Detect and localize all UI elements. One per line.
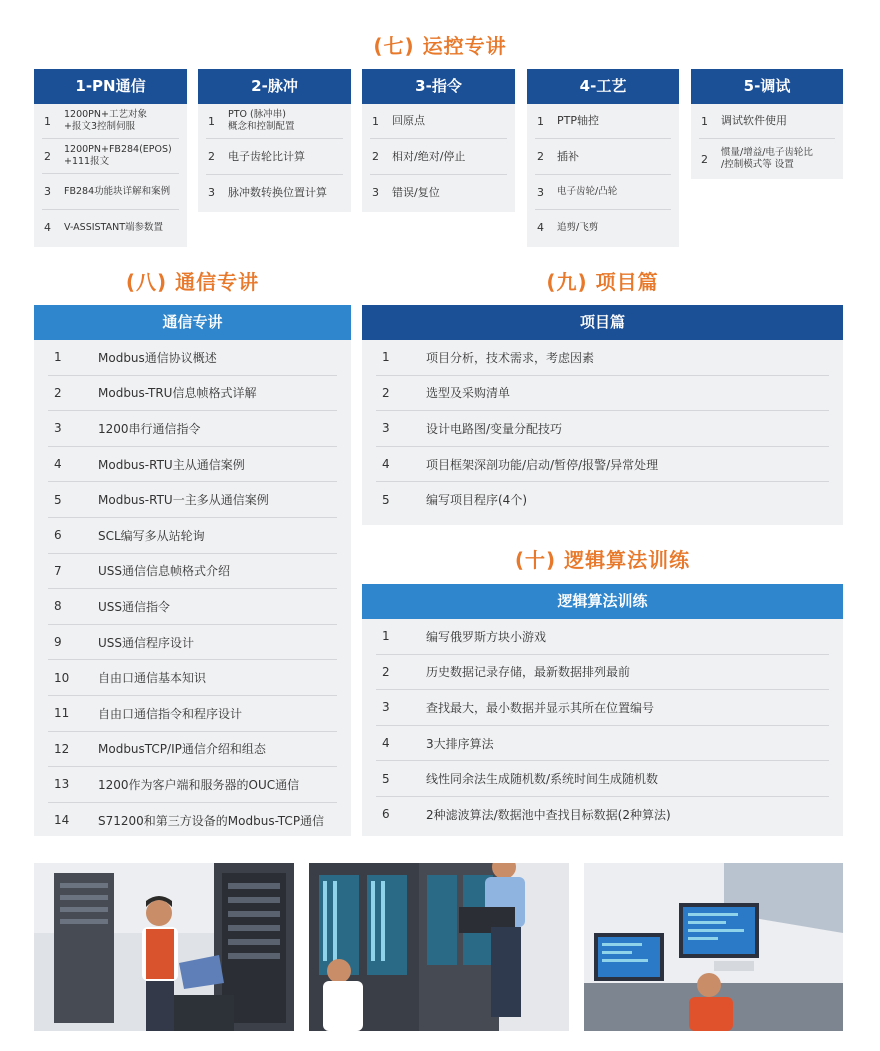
item-text: 1200作为客户端和服务器的OUC通信	[98, 777, 300, 792]
item-text: USS通信信息帧格式介绍	[98, 564, 231, 579]
list-item: 1 PTP轴控	[535, 104, 671, 139]
item-number: 5	[382, 492, 390, 507]
column-pulse	[198, 69, 351, 212]
list-item	[376, 482, 829, 517]
item-number: 4	[54, 457, 62, 472]
list-item	[48, 803, 337, 838]
list-item	[48, 554, 337, 590]
list-item: 1 调试软件使用	[699, 104, 835, 139]
programmer-at-monitors-illustration	[584, 863, 843, 1031]
list-item	[48, 625, 337, 661]
item-number: 5	[54, 492, 62, 507]
panel-header: 通信专讲	[34, 305, 351, 340]
logic-training-panel	[362, 584, 843, 836]
item-text: SCL编写多从站轮询	[98, 528, 205, 543]
item-text: Modbus通信协议概述	[98, 350, 217, 365]
item-text: 编写俄罗斯方块小游戏	[426, 629, 547, 644]
list-item	[48, 589, 337, 625]
engineer-with-laptop-illustration	[34, 863, 294, 1031]
item-number: 7	[54, 563, 62, 578]
item-number: 14	[54, 813, 70, 828]
column-debugging	[691, 69, 843, 179]
column-header: 2-脉冲	[198, 69, 351, 104]
list-item	[48, 660, 337, 696]
item-text: USS通信程序设计	[98, 635, 195, 650]
list-item	[376, 619, 829, 655]
item-text: 编写项目程序(4个)	[426, 493, 527, 508]
item-text: Modbus-RTU一主多从通信案例	[98, 493, 269, 508]
item-number: 6	[382, 807, 390, 822]
list-item	[376, 761, 829, 797]
column-header: 4-工艺	[527, 69, 679, 104]
list-item: 2 1200PN+FB284(EPOS) +111报文	[42, 139, 179, 174]
item-number: 3	[382, 700, 390, 715]
panel-header: 逻辑算法训练	[362, 584, 843, 619]
item-number: 12	[54, 741, 70, 756]
item-text: 线性同余法生成随机数/系统时间生成随机数	[426, 772, 659, 787]
list-item: 4 V-ASSISTANT端参数置	[44, 221, 164, 234]
item-text: 1200串行通信指令	[98, 421, 201, 436]
item-text: 项目分析，技术需求，考虑因素	[426, 350, 595, 365]
item-number: 10	[54, 670, 70, 685]
section-8-title: (八) 通信专讲	[125, 270, 260, 294]
section-9-title: (九) 项目篇	[546, 270, 659, 294]
project-panel	[362, 305, 843, 525]
item-text: Modbus-RTU主从通信案例	[98, 457, 245, 472]
column-process	[527, 69, 679, 247]
item-number: 6	[54, 528, 62, 543]
item-number: 1	[382, 629, 390, 644]
list-item: 2 相对/绝对/停止	[370, 139, 507, 175]
list-item	[48, 447, 337, 483]
list-item	[48, 482, 337, 518]
item-number: 11	[54, 706, 70, 721]
list-item	[48, 732, 337, 768]
list-item	[376, 340, 829, 376]
list-item	[376, 447, 829, 483]
list-item	[376, 797, 829, 832]
list-item	[48, 767, 337, 803]
item-text: Modbus-TRU信息帧格式详解	[98, 386, 257, 401]
item-number: 8	[54, 599, 62, 614]
list-item	[376, 726, 829, 762]
item-number: 1	[54, 350, 62, 365]
column-header: 3-指令	[362, 69, 515, 104]
item-text: 自由口通信指令和程序设计	[98, 706, 243, 721]
item-number: 4	[382, 736, 390, 751]
panel-header: 项目篇	[362, 305, 843, 340]
list-item: 1 PTO (脉冲串) 概念和控制配置	[206, 104, 343, 139]
item-number: 2	[382, 664, 390, 679]
column-pn-communication	[34, 69, 187, 247]
item-text: 查找最大，最小数据并显示其所在位置编号	[426, 700, 655, 715]
list-item	[48, 411, 337, 447]
list-item	[48, 696, 337, 732]
item-number: 13	[54, 777, 70, 792]
column-instructions	[362, 69, 515, 212]
list-item	[376, 655, 829, 691]
list-item: 1 1200PN+工艺对象 +报文3控制伺服	[42, 104, 179, 139]
list-item	[376, 376, 829, 412]
item-number: 5	[382, 771, 390, 786]
list-item: 3 脉冲数转换位置计算	[208, 185, 327, 199]
item-number: 2	[54, 385, 62, 400]
item-number: 3	[54, 421, 62, 436]
list-item	[48, 340, 337, 376]
list-item	[376, 411, 829, 447]
section-10-title: (十) 逻辑算法训练	[514, 548, 691, 572]
item-number: 4	[382, 457, 390, 472]
communication-panel	[34, 305, 351, 836]
item-text: 3大排序算法	[426, 736, 494, 751]
list-item	[48, 376, 337, 412]
list-item: 4 追剪/飞剪	[537, 221, 599, 234]
item-text: ModbusTCP/IP通信介绍和组态	[98, 742, 266, 757]
item-number: 9	[54, 635, 62, 650]
column-header: 5-调试	[691, 69, 843, 104]
list-item	[48, 518, 337, 554]
item-text: 2种滤波算法/数据池中查找目标数据(2种算法)	[426, 807, 671, 822]
section-7-title: (七) 运控专讲	[373, 34, 507, 58]
technician-carrying-server-illustration	[309, 863, 569, 1031]
item-number: 3	[382, 421, 390, 436]
list-item: 2 惯量/增益/电子齿轮比 /控制模式等 设置	[701, 147, 813, 170]
list-item: 3 电子齿轮/凸轮	[535, 175, 671, 210]
item-number: 1	[382, 350, 390, 365]
list-item: 3 错误/复位	[372, 185, 440, 199]
list-item	[376, 690, 829, 726]
item-text: USS通信指令	[98, 599, 171, 614]
item-text: S71200和第三方设备的Modbus-TCP通信	[98, 813, 325, 828]
item-text: 选型及采购清单	[426, 386, 511, 401]
column-header: 1-PN通信	[34, 69, 187, 104]
item-text: 自由口通信基本知识	[98, 671, 207, 686]
item-text: 设计电路图/变量分配技巧	[426, 421, 563, 436]
list-item: 1 回原点	[370, 104, 507, 139]
item-text: 历史数据记录存储，最新数据排列最前	[426, 665, 631, 680]
list-item: 2 电子齿轮比计算	[206, 139, 343, 175]
list-item: 2 插补	[535, 139, 671, 175]
item-number: 2	[382, 385, 390, 400]
item-text: 项目框架深剖功能/启动/暂停/报警/异常处理	[426, 457, 659, 472]
list-item: 3 FB284功能块详解和案例	[42, 174, 179, 210]
